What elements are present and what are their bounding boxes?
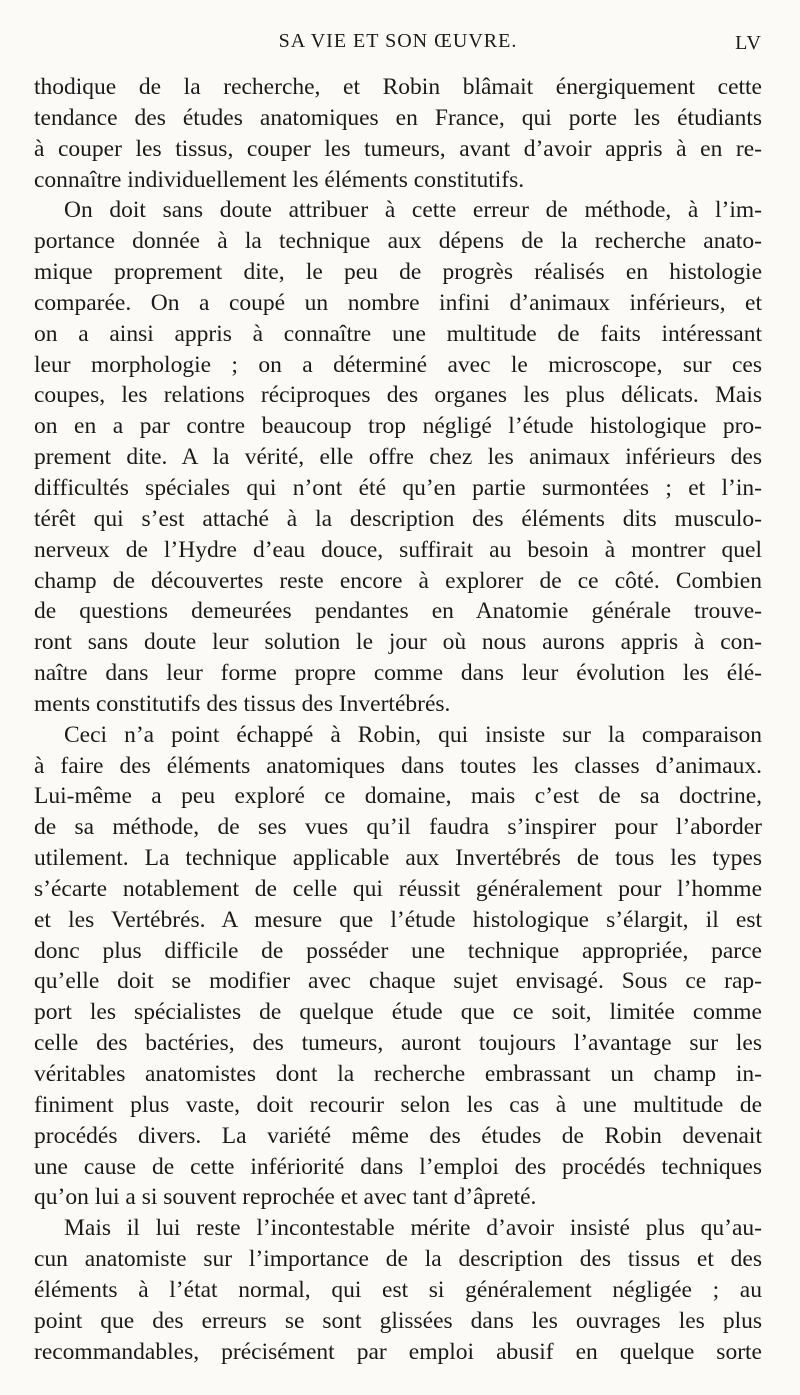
text-line: qu’elle doit se modifier avec chaque sujet envisagé. Sous ce rap- <box>34 968 762 995</box>
text-line: tendance des études anatomiques en France, qui porte les étudiants <box>34 104 762 131</box>
text-line: point que des erreurs se sont glissées dans les ouvrages les plus <box>34 1307 762 1334</box>
running-title: SA VIE ET SON ŒUVRE. <box>278 30 518 52</box>
text-line: comparée. On a coupé un nombre infini d’animaux inférieurs, et <box>34 289 762 316</box>
text-line: cun anatomiste sur l’importance de la description des tissus et des <box>34 1246 762 1273</box>
text-line: Lui-même a peu exploré ce domaine, mais c’est de sa doctrine, <box>34 783 762 810</box>
text-line: coupes, les relations réciproques des organes les plus délicats. Mais <box>34 382 762 409</box>
text-line: nerveux de l’Hydre d’eau douce, suffirait au besoin à montrer quel <box>34 536 762 563</box>
text-line: utilement. La technique applicable aux Invertébrés de tous les types <box>34 845 762 872</box>
text-line: champ de découvertes reste encore à explorer de ce côté. Combien <box>34 567 762 594</box>
text-line: qu’on lui a si souvent reprochée et avec tant d’âpreté. <box>34 1184 537 1211</box>
text-line: connaître individuellement les éléments constitutifs. <box>34 166 525 193</box>
running-head <box>34 30 762 62</box>
paragraph-first-line: Ceci n’a point échappé à Robin, qui insiste sur la comparaison <box>64 721 762 748</box>
text-line: de sa méthode, de ses vues qu’il faudra s’inspirer pour l’aborder <box>34 814 762 841</box>
paragraph-first-line: Mais il lui reste l’incontestable mérite d’avoir insisté plus qu’au- <box>64 1215 762 1242</box>
text-line: une cause de cette infériorité dans l’emploi des procédés techniques <box>34 1153 762 1180</box>
text-line: mique proprement dite, le peu de progrès réalisés en histologie <box>34 259 762 286</box>
text-line: recommandables, précisément par emploi abusif en quelque sorte <box>34 1338 762 1365</box>
text-line: thodique de la recherche, et Robin blâmait énergiquement cette <box>34 74 762 100</box>
text-line: port les spécialistes de quelque étude que ce soit, limitée comme <box>34 999 762 1026</box>
body-text <box>34 72 762 1367</box>
text-line: procédés divers. La variété même des études de Robin devenait <box>34 1122 762 1149</box>
text-line: ments constitutifs des tissus des Invertébrés. <box>34 690 451 717</box>
text-line: à faire des éléments anatomiques dans toutes les classes d’animaux. <box>34 752 762 779</box>
page-number: LV <box>735 32 762 54</box>
text-line: on a ainsi appris à connaître une multitude de faits intéressant <box>34 320 762 347</box>
text-line: prement dite. A la vérité, elle offre chez les animaux inférieurs des <box>34 444 762 471</box>
text-line: de questions demeurées pendantes en Anatomie générale trouve- <box>34 598 762 625</box>
text-line: finiment plus vaste, doit recourir selon les cas à une multitude de <box>34 1091 762 1118</box>
text-line: éléments à l’état normal, qui est si généralement négligée ; au <box>34 1276 762 1303</box>
text-line: on en a par contre beaucoup trop négligé l’étude histologique pro- <box>34 413 762 440</box>
text-line: térêt qui s’est attaché à la description des éléments dits musculo- <box>34 505 762 532</box>
text-line: à couper les tissus, couper les tumeurs, avant d’avoir appris à en re- <box>34 135 762 162</box>
text-line: portance donnée à la technique aux dépens de la recherche anato- <box>34 228 762 255</box>
text-line: naître dans leur forme propre comme dans leur évolution les élé- <box>34 660 762 687</box>
text-line: ront sans doute leur solution le jour où nous aurons appris à con- <box>34 629 762 656</box>
text-line: celle des bactéries, des tumeurs, auront toujours l’avantage sur les <box>34 1030 762 1057</box>
text-line: et les Vertébrés. A mesure que l’étude histologique s’élargit, il est <box>34 906 762 933</box>
text-line: donc plus difficile de posséder une technique appropriée, parce <box>34 937 762 964</box>
paragraph-first-line: On doit sans doute attribuer à cette erreur de méthode, à l’im- <box>64 197 762 224</box>
text-line: s’écarte notablement de celle qui réussit généralement pour l’homme <box>34 875 762 902</box>
text-line: leur morphologie ; on a déterminé avec le microscope, sur ces <box>34 351 762 378</box>
text-line: véritables anatomistes dont la recherche embrassant un champ in- <box>34 1061 762 1087</box>
text-line: difficultés spéciales qui n’ont été qu’en partie surmontées ; et l’in- <box>34 474 762 501</box>
